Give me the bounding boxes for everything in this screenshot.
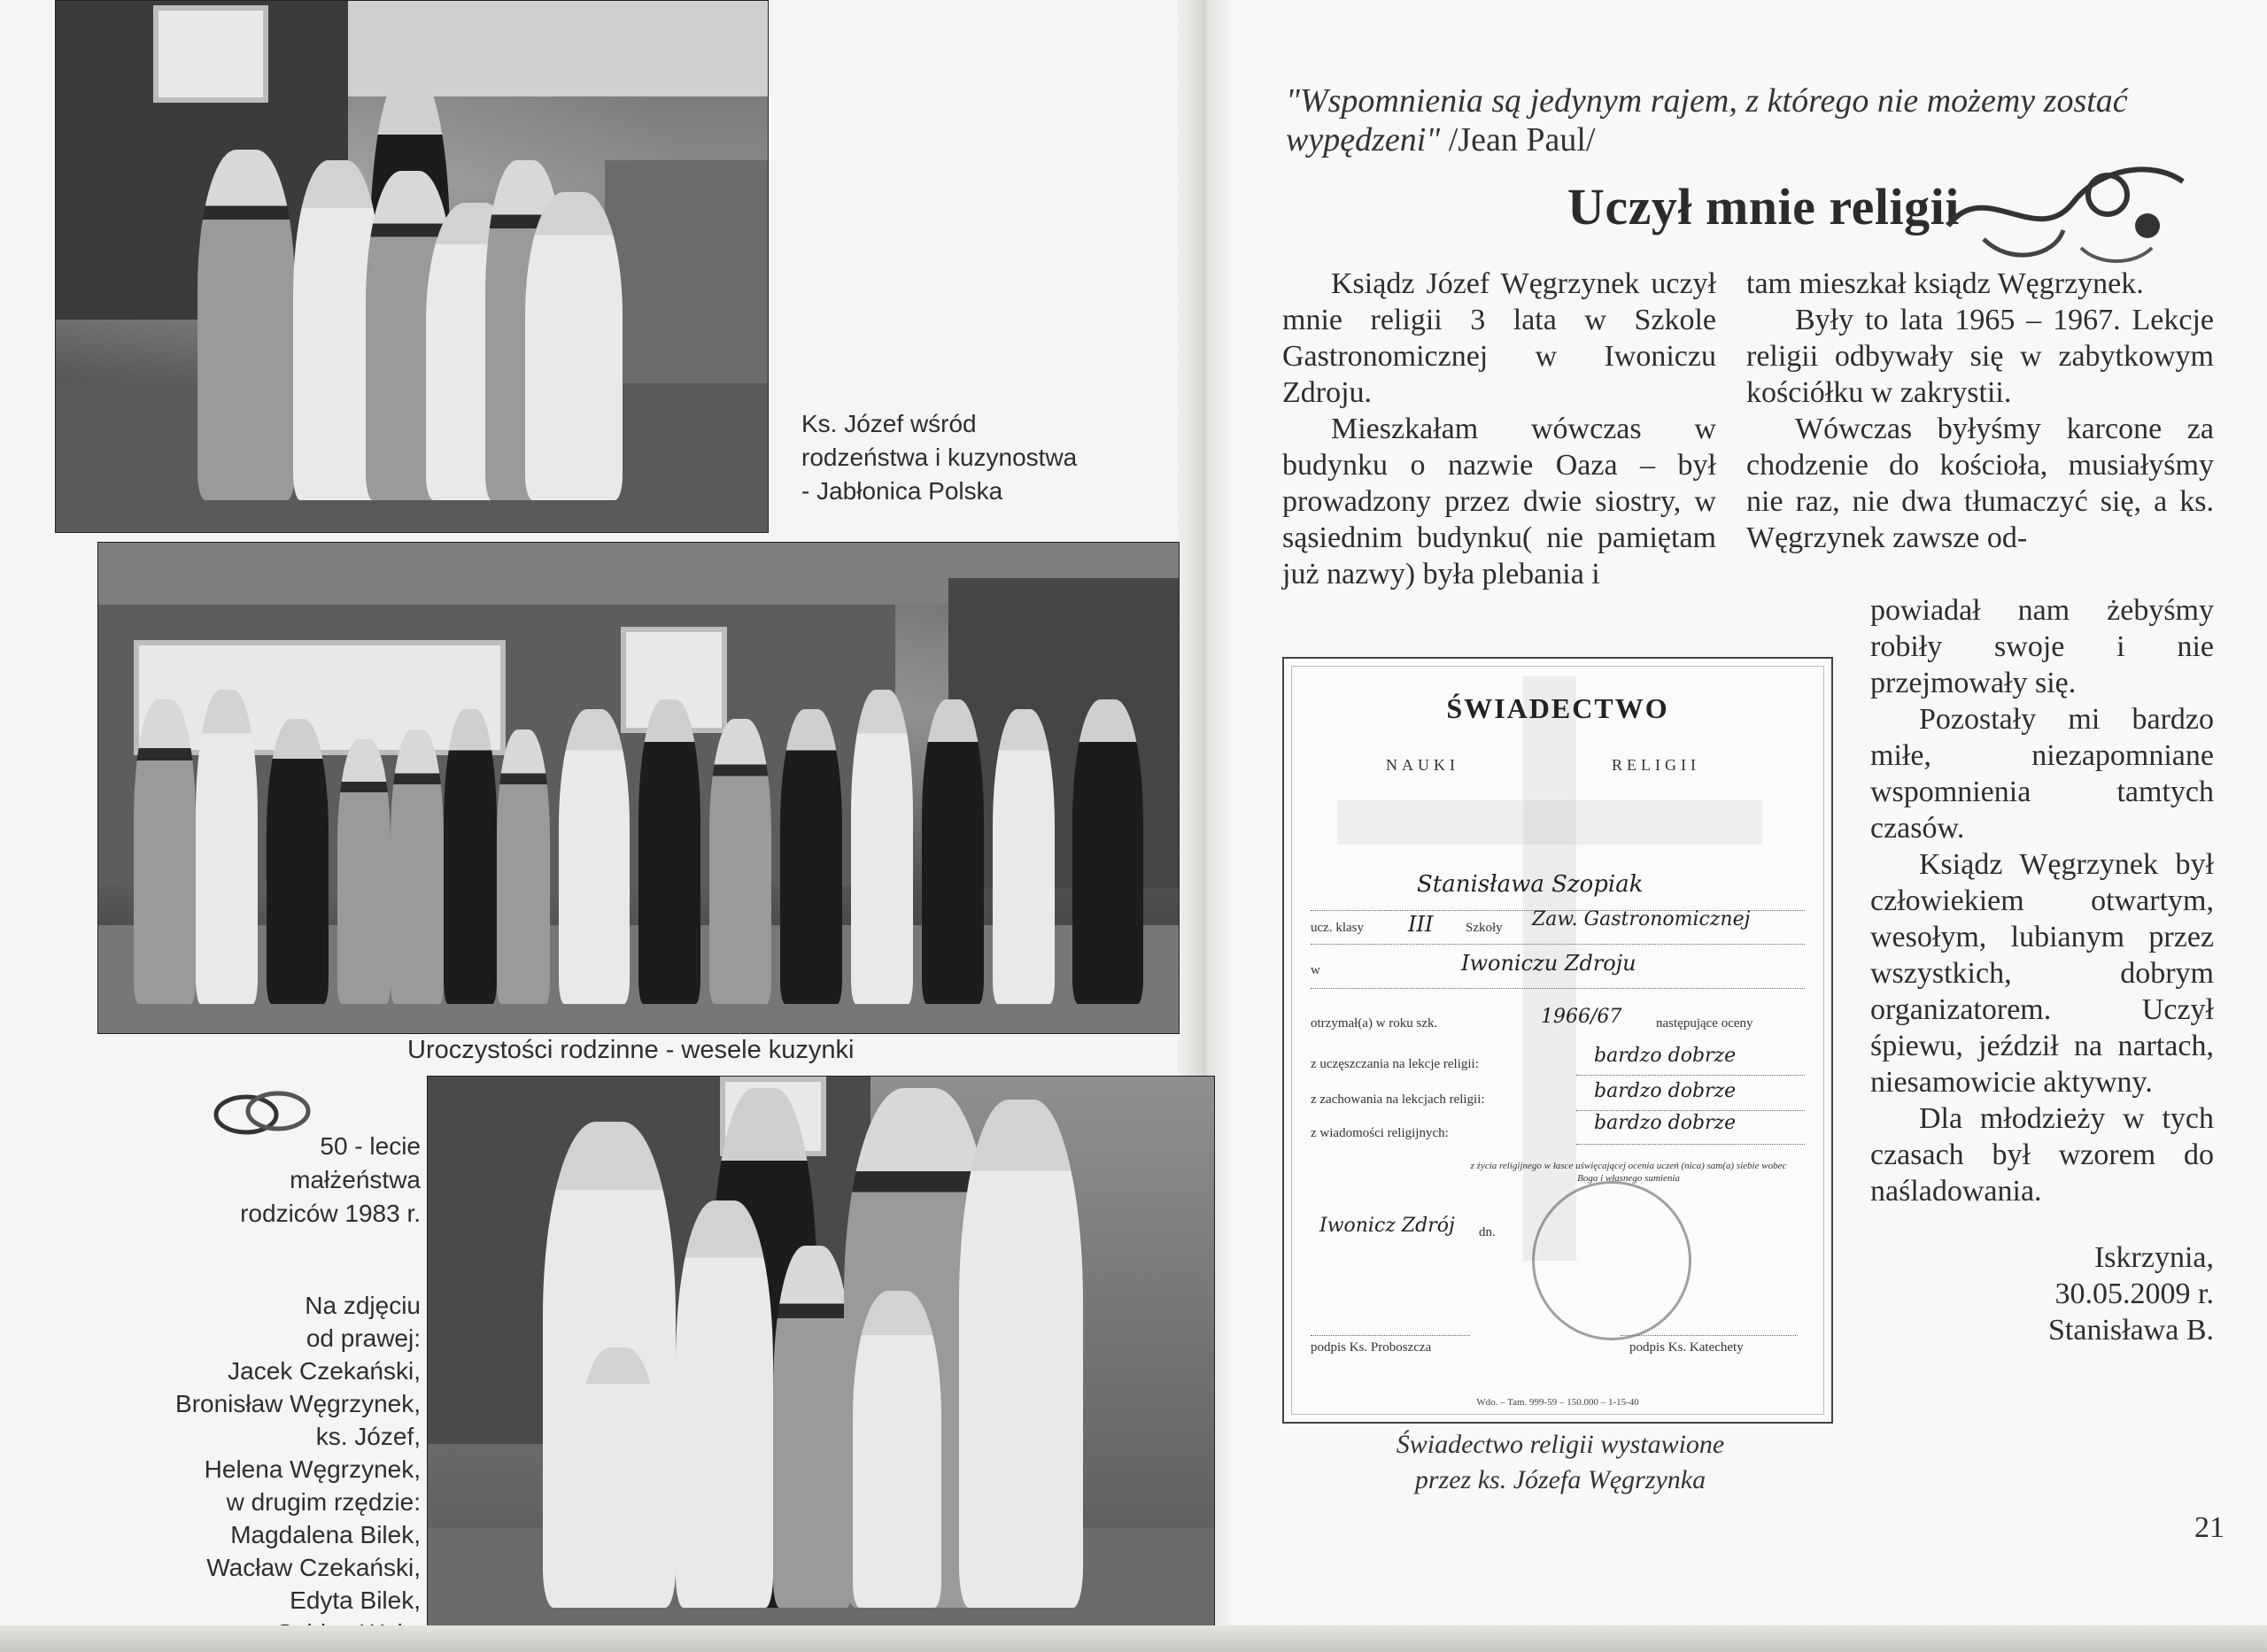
signature-name: Stanisława B. [2048,1314,2214,1347]
paragraph: Były to lata 1965 – 1967. Lekcje religii odbywały się w zabytkowym kościółku w zakrystii. [1746,304,2214,409]
in-label: w [1311,963,1320,977]
photo-anniversary-family [427,1076,1215,1642]
paragraph: Mieszkałam wówczas w budynku o nazwie Oaza – był prowadzony przez dwie siostry, w sąsiednim budynku( nie pamiętam już nazwy) była plebania i [1282,413,1716,591]
flourish-ornament-icon [1930,142,2196,274]
class-value: III [1408,912,1434,937]
date-label: dn. [1479,1225,1496,1239]
pastor-signature-label: podpis Ks. Proboszcza [1311,1340,1432,1355]
attendance-value: bardzo dobrze [1594,1045,1737,1067]
photo-family-children [55,0,769,533]
parish-stamp [1532,1181,1691,1340]
photo3-caption [168,1130,421,1231]
people-line: Edyta Bilek, [290,1586,421,1614]
paragraph: Wówczas byłyśmy karcone za chodzenie do kościoła, musiałyśmy nie raz, nie dwa tłumaczyć się, a ks. Węgrzynek zawsze od- [1746,413,2214,554]
people-line: ks. Józef, [315,1423,421,1450]
quote-author: /Jean Paul/ [1440,121,1596,158]
article-title: Uczył mnie religii [1567,178,1960,235]
date-place: Iwonicz Zdrój [1319,1215,1455,1237]
behavior-value: bardzo dobrze [1594,1080,1737,1102]
certificate-caption [1295,1427,1826,1498]
signature-date: 30.05.2009 r. [2054,1278,2214,1310]
quote-text: "Wspomnienia są jedynym rajem, z którego nie możemy zostać wypędzeni" [1286,82,2128,158]
certificate-student-name: Stanisława Szopiak [1417,871,1644,898]
people-line: od prawej: [306,1324,421,1352]
school-value: Zaw. Gastronomicznej [1532,908,1751,930]
caption-line: 50 - lecie [320,1132,421,1160]
text-column-1 [1282,266,1716,592]
people-line: Helena Węgrzynek, [204,1455,421,1483]
paragraph: Dla młodzieży w tych czasach był wzorem do naśladowania. [1870,1102,2214,1208]
people-line: Bronisław Węgrzynek, [175,1390,421,1417]
caption-line: rodzeństwa i kuzynostwa [801,444,1078,471]
school-label: Szkoły [1466,921,1503,935]
caption-line: Ks. Józef wśród [801,410,977,437]
received-label: otrzymał(a) w roku szk. [1311,1016,1438,1031]
caption-line: przez ks. Józefa Węgrzynka [1414,1465,1706,1494]
people-line: Na zdjęciu [305,1292,421,1319]
caption-line: Świadectwo religii wystawione [1396,1430,1725,1459]
behavior-label: z zachowania na lekcjach religii: [1311,1092,1485,1107]
photo2-caption: Uroczystości rodzinne - wesele kuzynki [407,1036,855,1064]
signature-place: Iskrzynia, [2093,1241,2214,1274]
paragraph: tam mieszkał ksiądz Węgrzynek. [1746,267,2144,300]
people-line: Magdalena Bilek, [230,1521,421,1548]
page-number: 21 [2194,1511,2224,1544]
photo3-people-caption [133,1289,421,1649]
religion-certificate [1282,657,1833,1424]
caption-line: rodziców 1983 r. [240,1200,421,1227]
grades-label: następujące oceny [1656,1016,1753,1031]
caption-line: - Jabłonica Polska [801,477,1003,505]
text-column-2 [1746,266,2214,556]
people-line: w drugim rzędzie: [226,1488,421,1516]
photo-wedding-group [97,542,1180,1034]
paragraph: Ksiądz Węgrzynek był człowiekiem otwartym, wesołym, lubianym przez wszystkich, dobrym organizatorem. Uczył śpiewu, jeździł na nartach, niesamowicie aktywny. [1870,848,2214,1099]
knowledge-value: bardzo dobrze [1594,1112,1737,1134]
certificate-sub-right: RELIGII [1612,756,1700,774]
page-bottom-edge [0,1625,2267,1652]
attendance-label: z uczęszczania na lekcje religii: [1311,1057,1479,1071]
in-value: Iwoniczu Zdroju [1461,951,1636,976]
paragraph: powiadał nam żebyśmy robiły swoje i nie przejmowały się. [1870,594,2214,699]
people-line: Wacław Czekański, [206,1554,421,1581]
class-label: ucz. klasy [1311,921,1364,935]
knowledge-label: z wiadomości religijnych: [1311,1126,1449,1140]
certificate-note: z życia religijnego w łasce uświęcającej ocenia uczeń (nica) sam(a) siebie wobec Boga i własnego sumienia [1470,1161,1787,1184]
paragraph: Pozostały mi bardzo miłe, niezapomniane wspomnienia tamtych czasów. [1870,703,2214,845]
people-line: Jacek Czekański, [228,1357,421,1385]
photo1-caption [801,407,1077,508]
certificate-title: ŚWIADECTWO [1446,692,1669,724]
certificate-sub-left: NAUKI [1386,756,1459,774]
certificate-footer: Wdo. – Tam. 999-59 – 150.000 – 1-15-40 [1476,1397,1639,1408]
paragraph: Ksiądz Józef Węgrzynek uczył mnie religii 3 lata w Szkole Gastronomicznej w Iwoniczu Zdroju. [1282,267,1716,409]
caption-line: małżeństwa [290,1166,421,1193]
text-column-3 [1870,592,2214,1348]
catechist-signature-label: podpis Ks. Katechety [1629,1340,1744,1355]
year-value: 1966/67 [1541,1006,1622,1028]
